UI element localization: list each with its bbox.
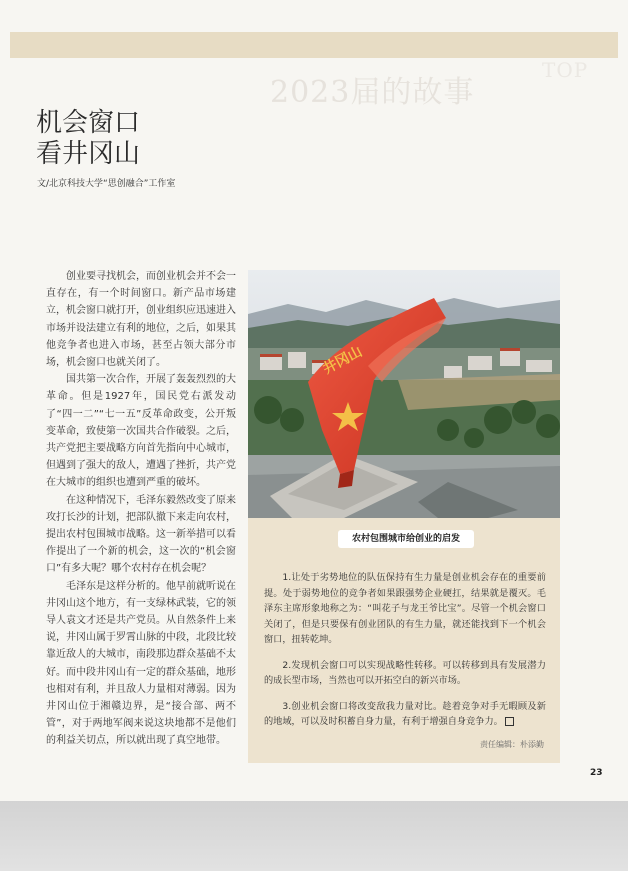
sidebar-point: 2.发现机会窗口可以实现战略性转移。可以转移到具有发展潜力的成长型市场，当然也可以开拓空白的新兴市场。: [264, 659, 546, 686]
article-title-line-1: 机会窗口: [36, 108, 141, 138]
faded-header-corner: TOP: [542, 58, 589, 82]
article-title-line-2: 看井冈山: [36, 139, 141, 169]
article-title: [36, 108, 140, 170]
page-number: 23: [590, 768, 603, 778]
body-paragraph: 毛泽东是这样分析的。他早前就听说在井冈山这个地方，有一支绿林武装，它的领导人袁文才还是共产党员。从自然条件上来说，井冈山属于罗霄山脉的中段，北段比较靠近敌人的大城市，南段那边群众基础不太好。而中段井冈山有一定的群众基础，地形也相对有利，并且敌人力量相对薄弱。因为井冈山位于湘赣边界，是“接合部、两不管”，对于两地军阀来说这块地都不是他们的利益关切点，所以就出现了真空地带。: [46, 580, 236, 747]
article-byline: 文/北京科技大学“思创融合”工作室: [37, 179, 176, 189]
article-end-icon: [505, 717, 514, 726]
sidebar-title: 农村包围城市给创业的启发: [338, 530, 474, 548]
sidebar-point: [264, 699, 546, 730]
top-color-band: [10, 32, 618, 58]
article-body: [46, 268, 236, 750]
sidebar-points: [264, 570, 546, 740]
photo-illustration: [248, 270, 560, 518]
body-paragraph: 在这种情况下，毛泽东毅然改变了原来攻打长沙的计划，把部队撤下来走向农村，提出农村包围城市战略。这一新举措可以看作提出了一个新的机会，这一次的“机会窗口”有多大呢？哪个农村存在机会呢？: [46, 494, 236, 575]
sidebar-box: [248, 518, 560, 763]
jinggangshan-monument-photo: [248, 270, 560, 518]
body-paragraph: 国共第一次合作，开展了轰轰烈烈的大革命。但是1927年，国民党右派发动了“四一二”“七一五”反革命政变，公开叛变革命，致使第一次国共合作破裂。之后，共产党把主要战略方向首先指向中心城市，但遇到了强大的敌人，遭遇了挫折，共产党在大城市的组织也遭到严重的破坏。: [46, 374, 236, 489]
scan-bottom-shadow: [0, 801, 628, 871]
faded-header-year: 2023届的故事: [270, 75, 475, 110]
body-paragraph: 创业要寻找机会，而创业机会并不会一直存在，有一个时间窗口。新产品市场建立，机会窗口就打开，创业组织应迅速进入市场并设法建立有利的地位，之后，如果其他竞争者也进入市场，甚至占领大部分市场，机会窗口也就关闭了。: [46, 271, 236, 369]
sidebar-point-text: 3.创业机会窗口将改变敌我力量对比。趁着竞争对手无暇顾及新的地域，可以及时积蓄自身力量，有利于增强自身竞争力。: [264, 700, 546, 727]
editor-credit: 责任编辑：朴添勤: [480, 740, 544, 749]
monument-inscription: 井冈山: [320, 343, 365, 378]
sidebar-point: 1.让处于劣势地位的队伍保持有生力量是创业机会存在的重要前提。处于弱势地位的竞争者如果跟强势企业硬扛，结果就是覆灭。毛泽东主席形象地称之为：“叫花子与龙王爷比宝”。尽管一个机会窗口关闭了，但是只要保有创业团队的有生力量，就还能找到下一个机会窗口，扭转乾坤。: [264, 572, 546, 645]
faded-header: [270, 58, 600, 132]
